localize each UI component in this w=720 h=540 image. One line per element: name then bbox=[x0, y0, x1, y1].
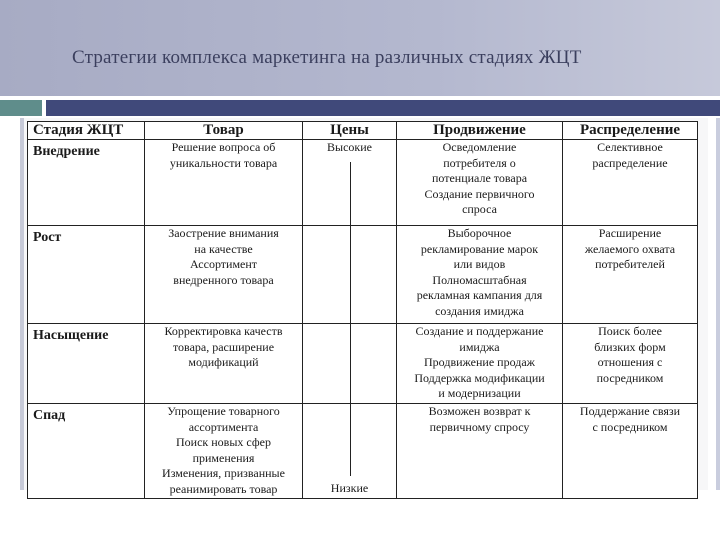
header-stage: Стадия ЖЦТ bbox=[28, 122, 145, 140]
cell-line: распределение bbox=[592, 155, 668, 170]
cell-line: с посредником bbox=[592, 419, 668, 434]
cell-line: Полномасштабная bbox=[432, 272, 527, 287]
product-cell bbox=[145, 226, 303, 324]
header-distribution: Распределение bbox=[563, 122, 698, 140]
price-label: Высокие bbox=[327, 140, 372, 154]
product-cell bbox=[145, 324, 303, 404]
distribution-cell bbox=[563, 140, 698, 226]
cell-line: товара, расширение bbox=[172, 339, 275, 354]
price-cell bbox=[303, 324, 397, 404]
table-row bbox=[28, 404, 698, 499]
cell-line: Осведомление bbox=[442, 140, 517, 154]
cell-line: потребителя о bbox=[443, 155, 516, 170]
cell-line: Заострение внимания bbox=[168, 226, 279, 240]
cell-line: Поиск новых сфер bbox=[176, 435, 271, 449]
cell-line: отношения с bbox=[597, 355, 663, 369]
cell-line: и модернизации bbox=[438, 386, 521, 400]
cell-line: Создание и поддержание bbox=[415, 324, 544, 338]
cell-line: на качестве bbox=[194, 241, 253, 256]
cell-line: рекламная кампания для bbox=[416, 288, 543, 302]
distribution-cell bbox=[563, 404, 698, 499]
cell-line: уникальности товара bbox=[169, 155, 278, 170]
cell-line: или видов bbox=[453, 257, 506, 271]
cell-line: имиджа bbox=[459, 339, 500, 354]
cell-line: посредником bbox=[596, 370, 664, 385]
cell-line: Возможен возврат к bbox=[428, 404, 531, 418]
marketing-mix-table bbox=[27, 121, 698, 499]
side-strip bbox=[716, 118, 720, 490]
cell-line: Расширение bbox=[598, 226, 662, 240]
cell-line: ассортимента bbox=[188, 419, 259, 434]
price-cell bbox=[303, 140, 397, 226]
stage-cell: Насыщение bbox=[28, 324, 145, 404]
cell-line: Создание первичного bbox=[424, 186, 535, 201]
cell-line: Поддержка модификации bbox=[414, 370, 545, 385]
table-header-row bbox=[28, 122, 698, 140]
header-promotion: Продвижение bbox=[397, 122, 563, 140]
cell-line: Продвижение продаж bbox=[424, 355, 535, 369]
header-price: Цены bbox=[303, 122, 397, 140]
cell-line: первичному спросу bbox=[429, 419, 530, 434]
promotion-cell bbox=[397, 324, 563, 404]
cell-line: близких форм bbox=[594, 339, 666, 354]
cell-line: потребителей bbox=[595, 257, 665, 271]
promotion-cell bbox=[397, 404, 563, 499]
stage-cell: Рост bbox=[28, 226, 145, 324]
price-cell bbox=[303, 404, 397, 499]
cell-line: Ассортимент bbox=[189, 257, 258, 271]
accent-bar-right bbox=[46, 100, 720, 116]
accent-bar-left bbox=[0, 100, 42, 116]
slide-title: Стратегии комплекса маркетинга на различных стадиях ЖЦТ bbox=[72, 47, 582, 68]
cell-line: Поддержание связи bbox=[579, 404, 681, 418]
cell-line: спроса bbox=[462, 202, 497, 216]
promotion-cell bbox=[397, 140, 563, 226]
cell-line: модификаций bbox=[188, 355, 259, 369]
cell-line: Поиск более bbox=[598, 324, 662, 338]
table-row bbox=[28, 324, 698, 404]
distribution-cell bbox=[563, 324, 698, 404]
cell-line: Изменения, призванные bbox=[162, 466, 285, 480]
price-cell bbox=[303, 226, 397, 324]
product-cell bbox=[145, 140, 303, 226]
price-trend-line bbox=[350, 162, 351, 228]
cell-line: Селективное bbox=[597, 140, 663, 154]
cell-line: Выборочное bbox=[447, 226, 512, 240]
cell-line: внедренного товара bbox=[173, 272, 274, 287]
promotion-cell bbox=[397, 226, 563, 324]
table-row bbox=[28, 226, 698, 324]
stage-cell: Внедрение bbox=[28, 140, 145, 226]
stage-cell: Спад bbox=[28, 404, 145, 499]
cell-line: создания имиджа bbox=[435, 303, 524, 318]
cell-line: Упрощение товарного bbox=[167, 404, 280, 418]
cell-line: потенциале товара bbox=[431, 171, 528, 185]
cell-line: применения bbox=[192, 450, 255, 465]
cell-line: рекламирование марок bbox=[420, 241, 539, 256]
product-cell bbox=[145, 404, 303, 499]
distribution-cell bbox=[563, 226, 698, 324]
cell-line: Решение вопроса об bbox=[171, 140, 276, 154]
cell-line: реанимировать товар bbox=[169, 481, 278, 496]
table-row bbox=[28, 140, 698, 226]
header-product: Товар bbox=[145, 122, 303, 140]
price-trend-line bbox=[350, 324, 351, 403]
price-trend-line bbox=[350, 226, 351, 323]
price-trend-line bbox=[350, 404, 351, 476]
cell-line: желаемого охвата bbox=[584, 241, 676, 256]
price-label: Низкие bbox=[330, 480, 369, 495]
cell-line: Корректировка качеств bbox=[164, 324, 283, 338]
